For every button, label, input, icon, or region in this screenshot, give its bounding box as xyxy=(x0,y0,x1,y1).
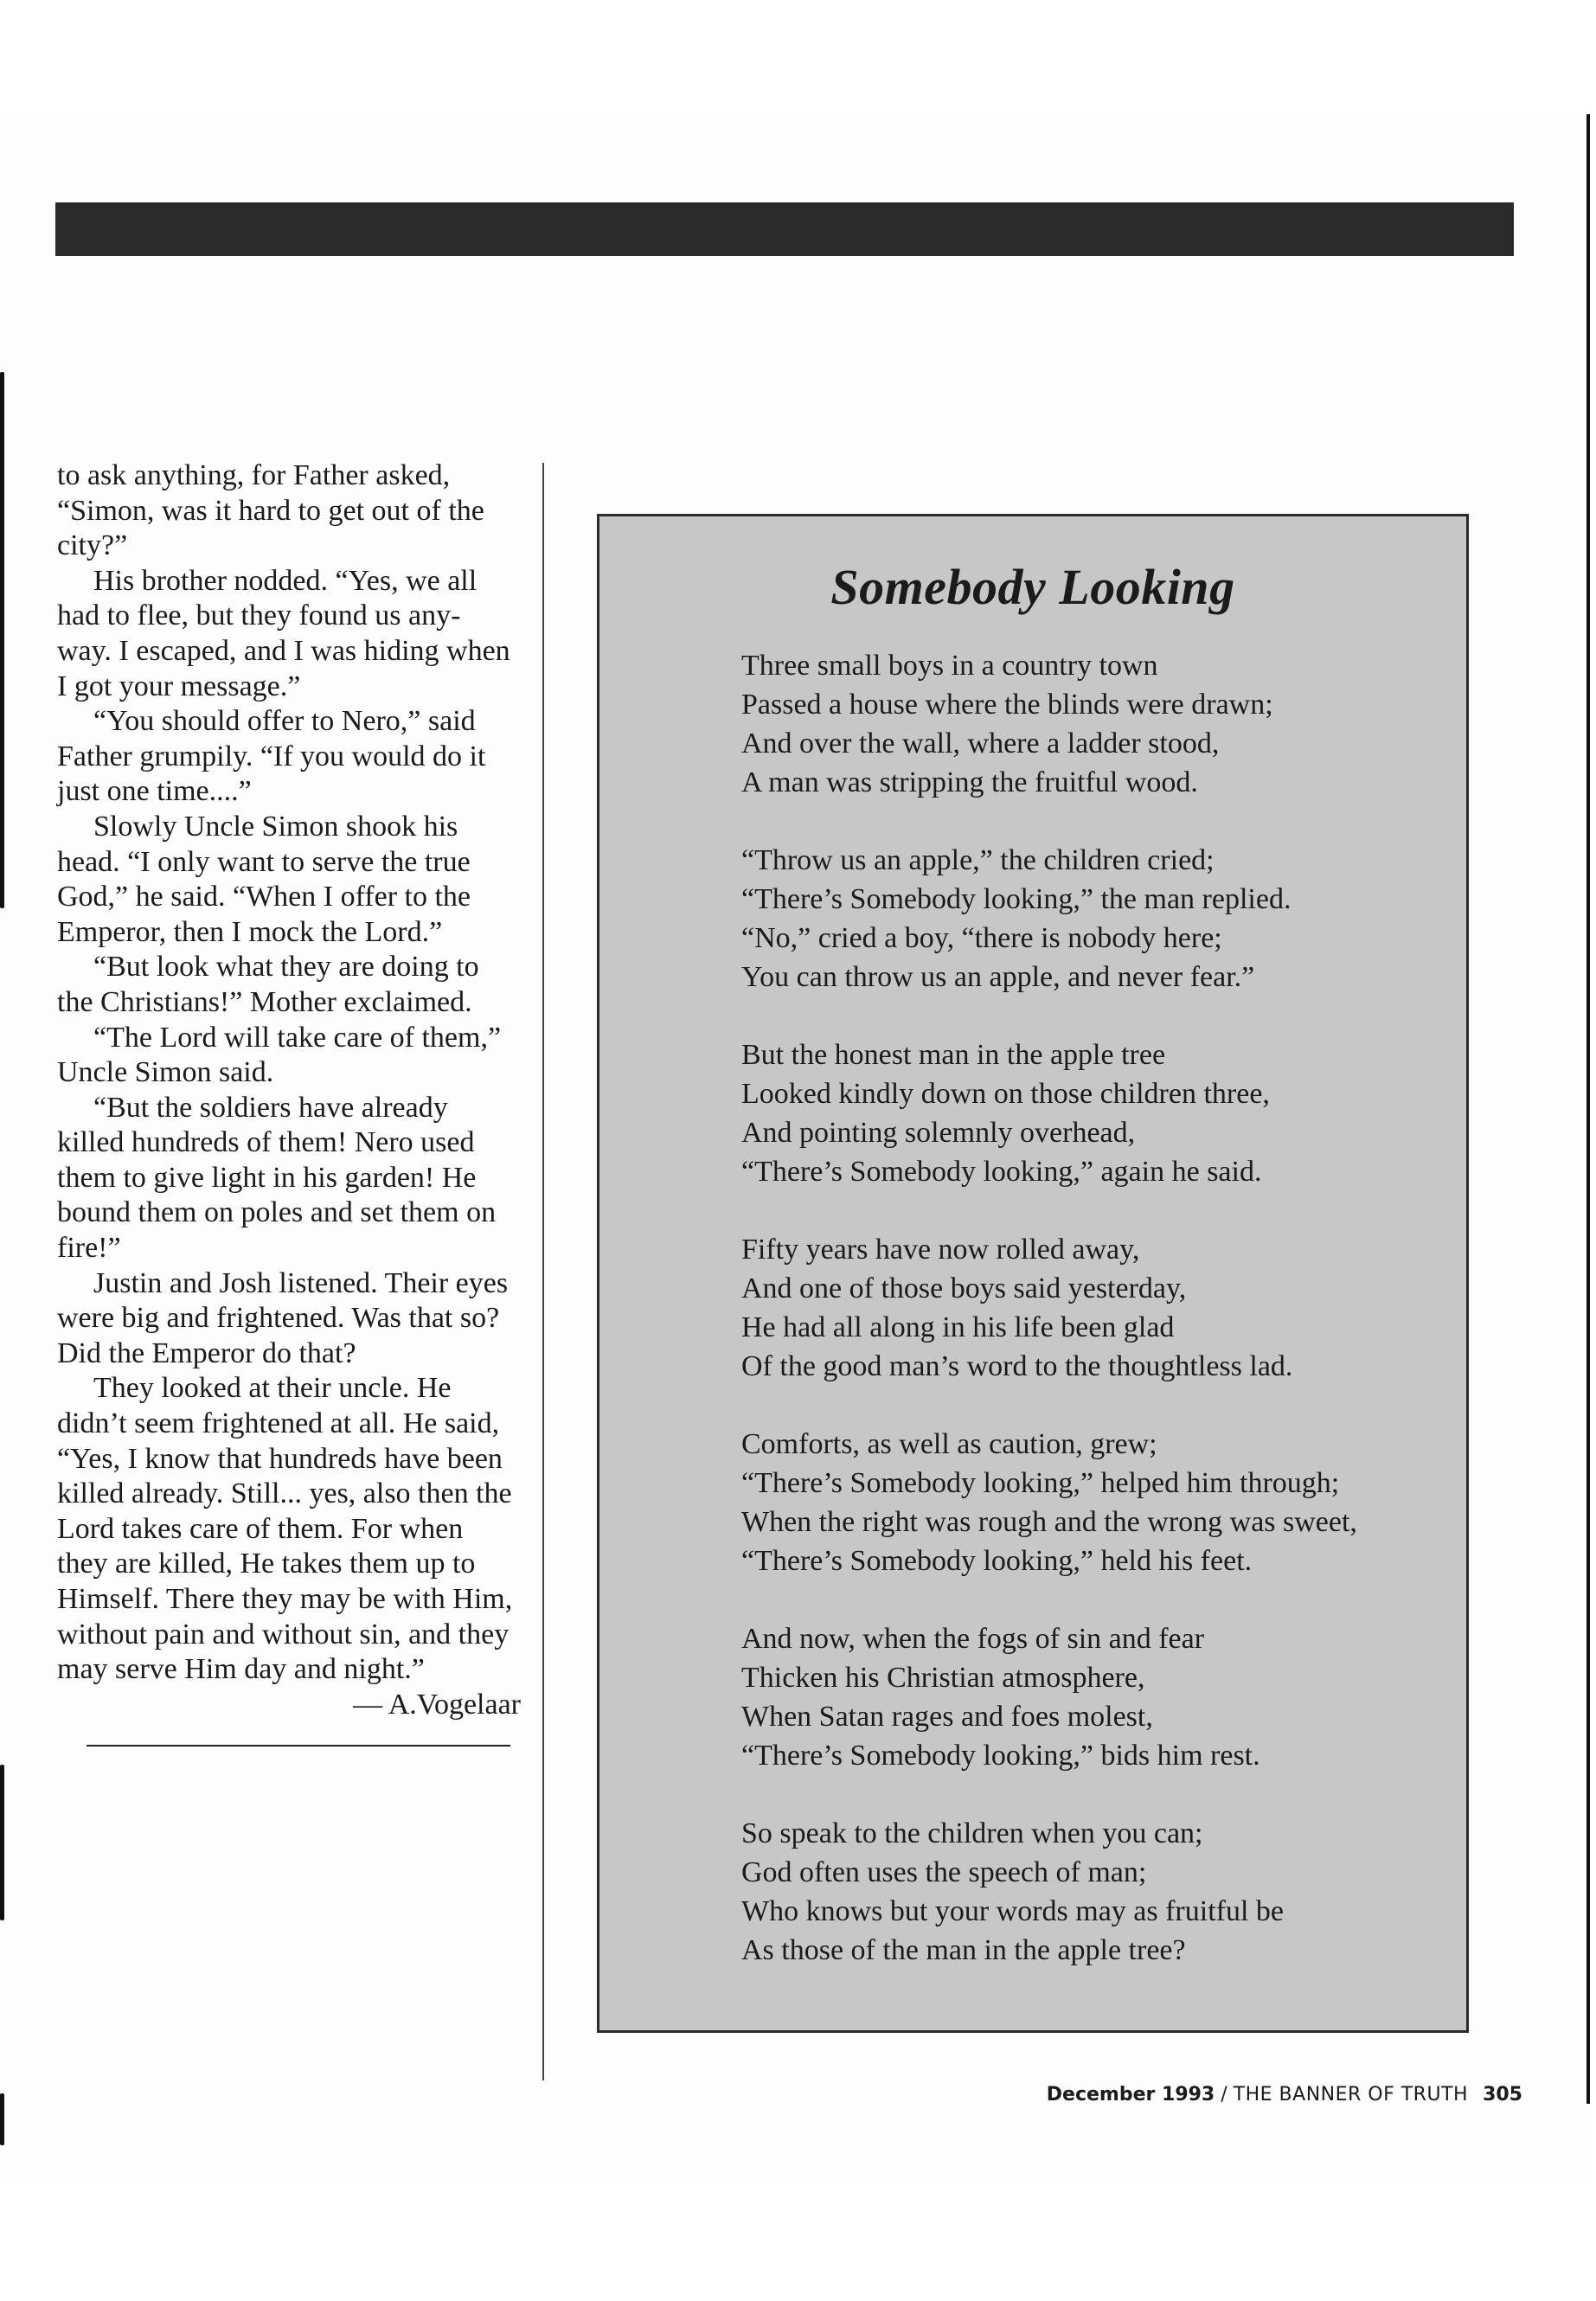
poem-line: “There’s Somebody looking,” again he said. xyxy=(741,1156,1262,1188)
poem-line: Thicken his Christian atmosphere, xyxy=(741,1662,1145,1694)
page-number: 305 xyxy=(1483,2084,1522,2106)
story-paragraph: “You should offer to Nero,” said Father grumpily. “If you would do it just one time....” xyxy=(57,705,486,808)
poem-line: Three small boys in a country town xyxy=(741,650,1158,682)
poem-line: “There’s Somebody looking,” bids him rest. xyxy=(741,1740,1260,1772)
binding-shadow xyxy=(0,1765,4,1920)
poem-line: “No,” cried a boy, “there is nobody here; xyxy=(741,922,1222,954)
footer-separator: / xyxy=(1221,2084,1227,2106)
poem-line: So speak to the children when you can; xyxy=(741,1817,1203,1849)
poem-line: Comforts, as well as caution, grew; xyxy=(741,1428,1157,1460)
poem-line: “There’s Somebody looking,” held his feet. xyxy=(741,1545,1253,1577)
scan-bottom-margin xyxy=(0,2182,1596,2301)
footer-publication: THE BANNER OF TRUTH xyxy=(1233,2084,1469,2106)
story-paragraph: to ask anything, for Father asked, “Simon, was it hard to get out of the city?” xyxy=(57,459,484,562)
poem-stanza xyxy=(741,1230,1357,1386)
poem-line: Of the good man’s word to the thoughtless lad. xyxy=(741,1350,1293,1382)
poem-box xyxy=(597,514,1469,2033)
author-signature: — A.Vogelaar xyxy=(353,1688,521,1721)
header-bar xyxy=(55,202,1514,256)
page-footer xyxy=(1047,2084,1522,2106)
poem-line: Looked kindly down on those children three, xyxy=(741,1078,1270,1110)
binding-shadow xyxy=(0,372,4,908)
footer-date: December 1993 xyxy=(1046,2084,1215,2106)
poem-line: Who knows but your words may as fruitful be xyxy=(741,1895,1285,1927)
poem-line: Passed a house where the blinds were drawn; xyxy=(741,689,1273,721)
story-paragraph: “The Lord will take care of them,” Uncle Simon said. xyxy=(57,1021,502,1089)
poem-title: Somebody Looking xyxy=(830,559,1235,615)
poem-stanza xyxy=(741,841,1357,997)
poem-line: As those of the man in the apple tree? xyxy=(741,1934,1186,1966)
poem-line: When the right was rough and the wrong was sweet, xyxy=(741,1506,1357,1538)
poem-line: God often uses the speech of man; xyxy=(741,1856,1147,1888)
scan-top-margin xyxy=(0,0,1596,114)
poem-line: And one of those boys said yesterday, xyxy=(741,1272,1187,1304)
poem-line: When Satan rages and foes molest, xyxy=(741,1701,1153,1733)
story-paragraph: They looked at their uncle. He didn’t seem frightened at all. He said, “Yes, I know that hundreds have been killed already. Still... yes, also then the Lord takes care of them. For when they are killed, He takes them up to Himself. There they may be with Him, without pain and without sin, and they may serve Him day and night.” xyxy=(57,1372,513,1686)
poem-line: “Throw us an apple,” the children cried; xyxy=(741,844,1215,876)
poem-stanza xyxy=(741,1425,1357,1580)
poem-body xyxy=(741,646,1357,1970)
poem-line: Fifty years have now rolled away, xyxy=(741,1234,1140,1266)
poem-line: And over the wall, where a ladder stood, xyxy=(741,727,1220,760)
poem-stanza xyxy=(741,646,1357,802)
page-right-edge xyxy=(1586,114,1590,2104)
story-column xyxy=(57,458,521,1747)
story-end-rule xyxy=(87,1745,510,1747)
poem-stanza xyxy=(741,1814,1357,1970)
story-paragraph: “But the soldiers have already killed hundreds of them! Nero used them to give light in his garden! He bound them on poles and set them on fire!” xyxy=(57,1091,497,1265)
story-paragraph: Slowly Uncle Simon shook his head. “I only want to serve the true God,” he said. “When I offer to the Emperor, then I mock the Lord.” xyxy=(57,810,471,948)
column-divider xyxy=(542,463,544,2080)
poem-line: “There’s Somebody looking,” the man replied. xyxy=(741,883,1292,915)
poem-line: A man was stripping the fruitful wood. xyxy=(741,766,1198,798)
story-paragraph: “But look what they are doing to the Christians!” Mother exclaimed. xyxy=(57,951,479,1018)
story-paragraph: Justin and Josh listened. Their eyes were big and frightened. Was that so? Did the Emperor do that? xyxy=(57,1266,509,1369)
binding-shadow xyxy=(0,2093,4,2145)
poem-stanza xyxy=(741,1619,1357,1775)
poem-line: But the honest man in the apple tree xyxy=(741,1039,1166,1071)
poem-line: And pointing solemnly overhead, xyxy=(741,1117,1136,1149)
poem-stanza xyxy=(741,1035,1357,1191)
poem-line: You can throw us an apple, and never fear.” xyxy=(741,961,1255,993)
poem-line: “There’s Somebody looking,” helped him through; xyxy=(741,1467,1340,1499)
poem-line: He had all along in his life been glad xyxy=(741,1311,1175,1343)
story-paragraph: His brother nodded. “Yes, we all had to flee, but they found us any- way. I escaped, and I was hiding when I got your message.” xyxy=(57,564,510,702)
poem-line: And now, when the fogs of sin and fear xyxy=(741,1623,1205,1655)
